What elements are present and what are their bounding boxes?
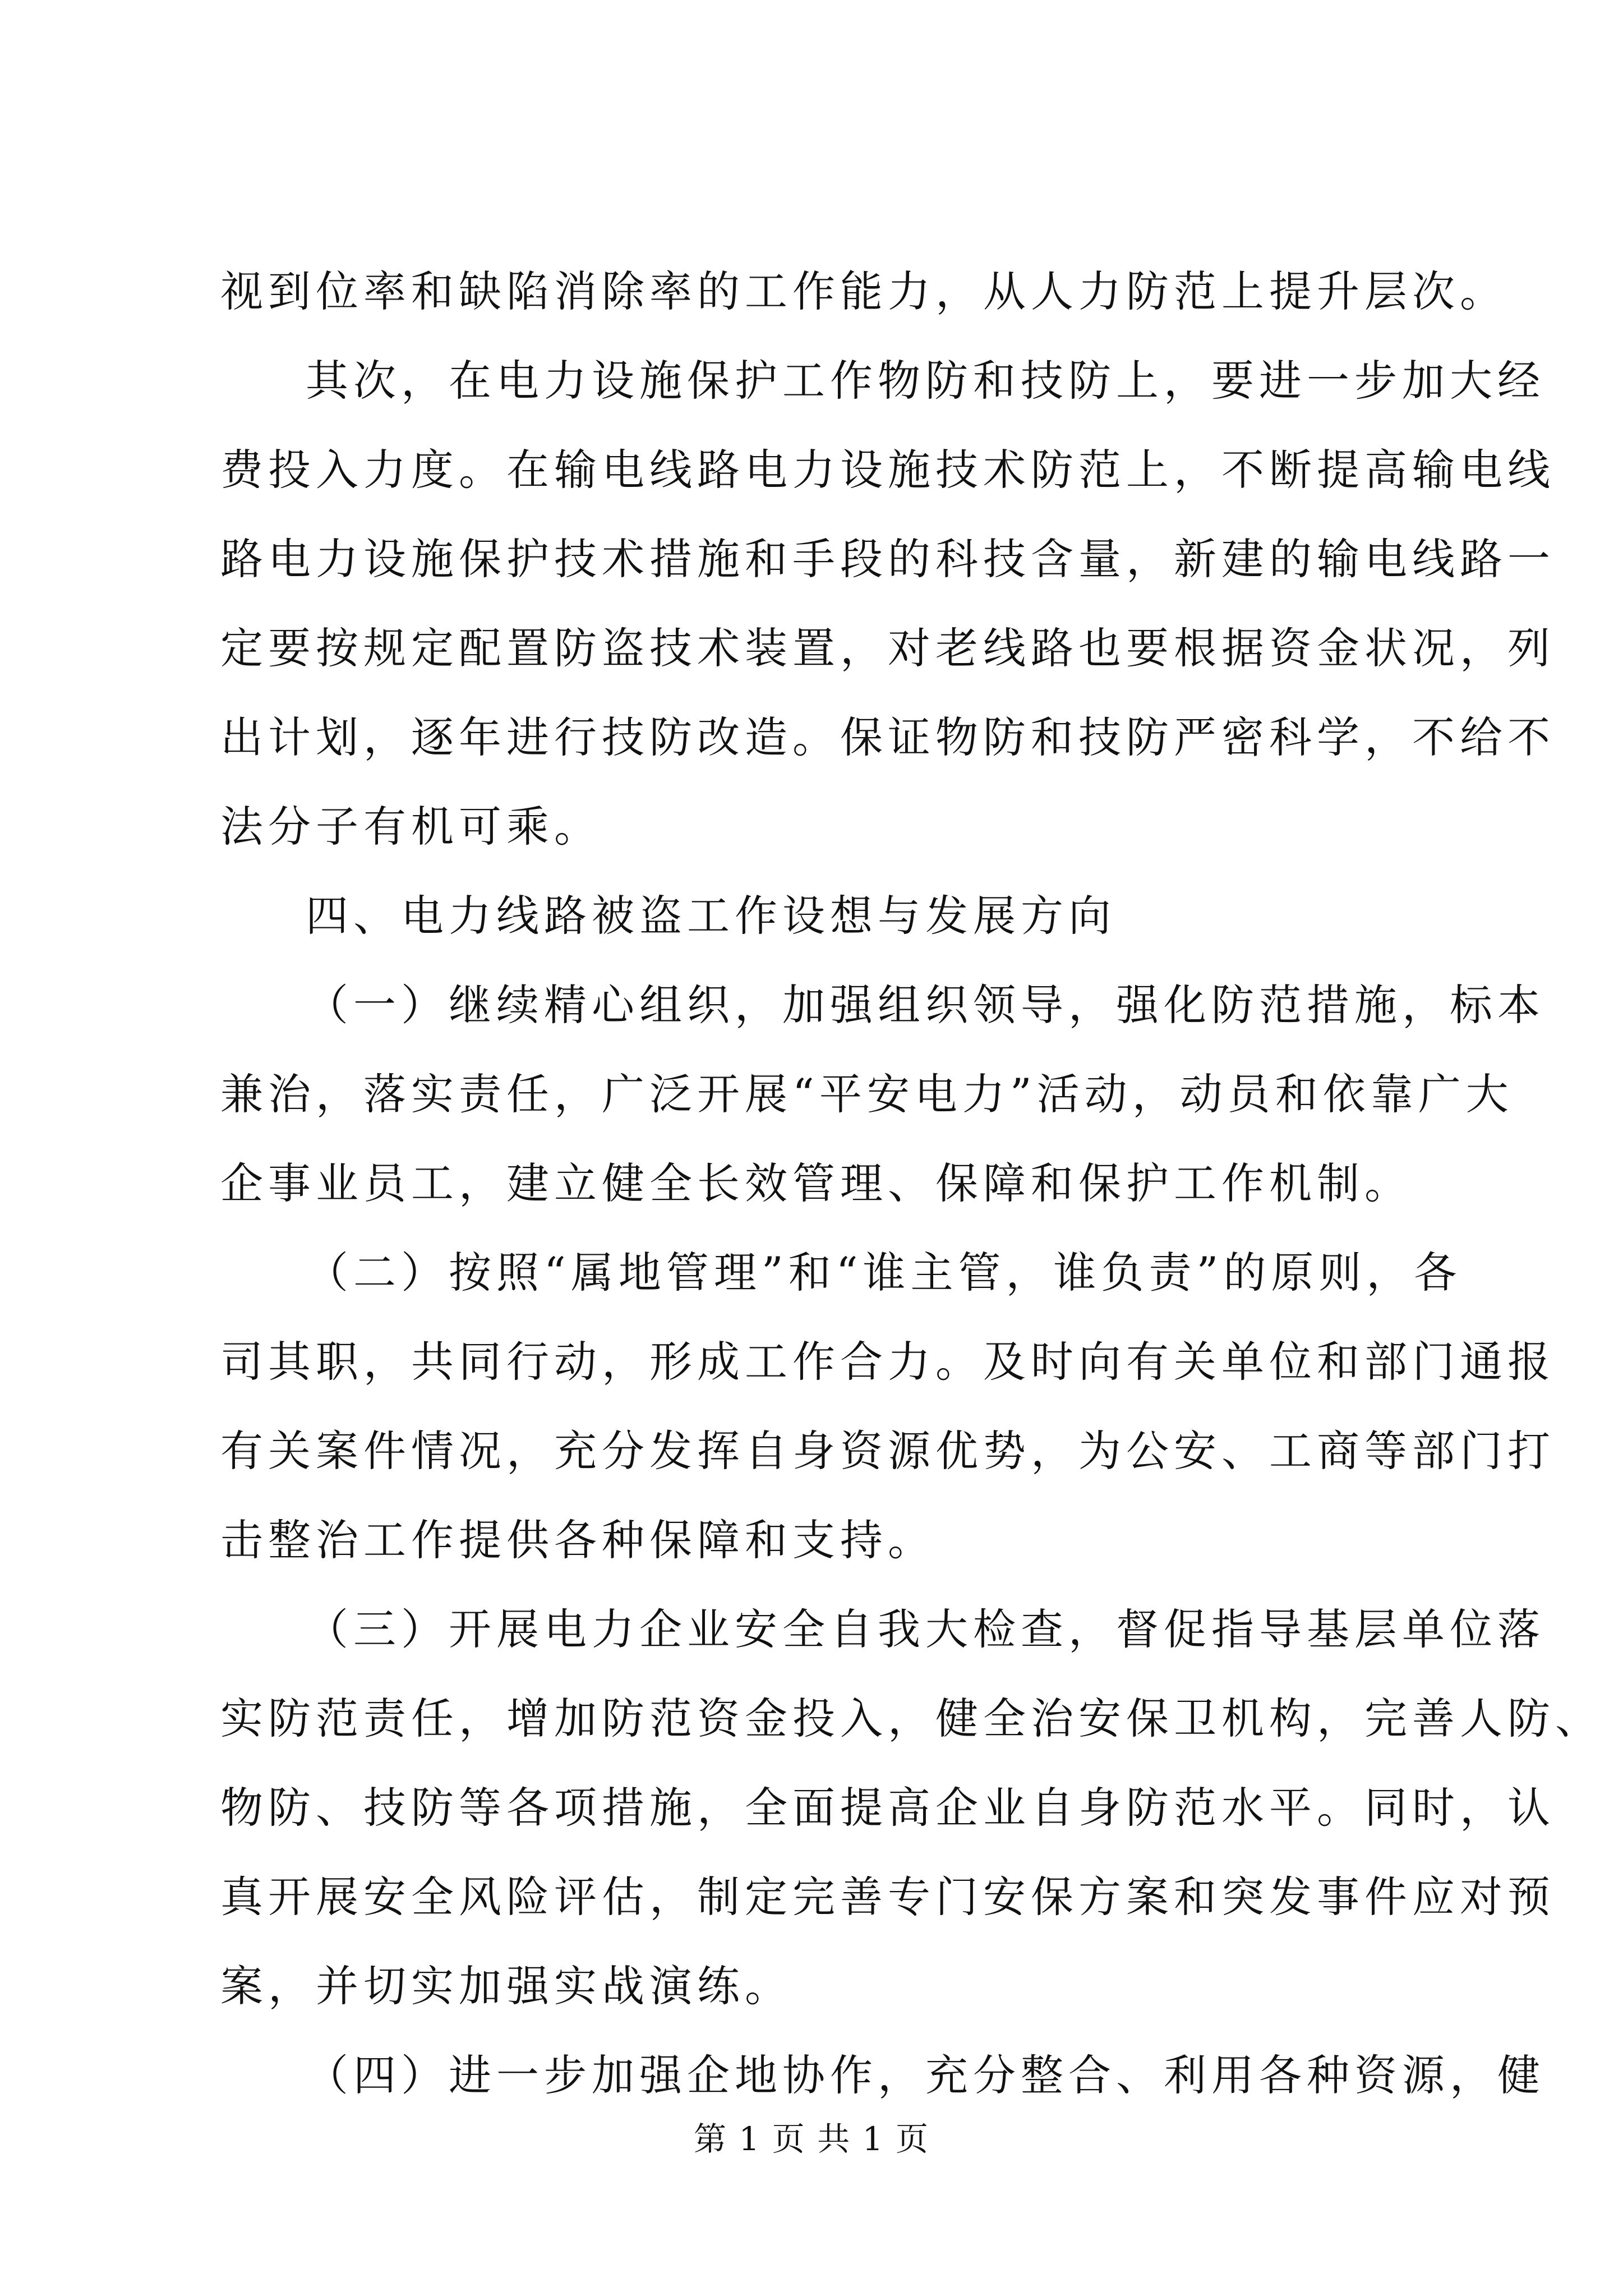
text-line: 其次，在电力设施保护工作物防和技防上，要进一步加大经: [306, 356, 1545, 406]
text-line: 视到位率和缺陷消除率的工作能力，从人力防范上提升层次。: [220, 266, 1507, 316]
text-line: 兼治，落实责任，广泛开展“平安电力”活动，动员和依靠广大: [220, 1069, 1514, 1119]
page-number-label: 第 1 页 共 1 页: [694, 2120, 929, 2158]
document-body: [220, 247, 1603, 2120]
text-line: 路电力设施保护技术措施和手段的科技含量，新建的输电线路一: [220, 534, 1555, 584]
section-heading: 四、电力线路被盗工作设想与发展方向: [306, 891, 1116, 941]
text-line: （一）继续精心组织，加强组织领导，强化防范措施，标本: [306, 980, 1545, 1030]
text-line: 击整治工作提供各种保障和支持。: [220, 1515, 935, 1565]
page-footer: [0, 2119, 1623, 2159]
text-line: 定要按规定配置防盗技术装置，对老线路也要根据资金状况，列: [220, 623, 1555, 673]
text-line: 实防范责任，增加防范资金投入，健全治安保卫机构，完善人防、: [220, 1694, 1603, 1743]
text-line: 出计划，逐年进行技防改造。保证物防和技防严密科学，不给不: [220, 712, 1555, 762]
text-line: 案，并切实加强实战演练。: [220, 1961, 792, 2011]
text-line: （四）进一步加强企地协作，充分整合、利用各种资源，健: [306, 2050, 1545, 2100]
text-line: 物防、技防等各项措施，全面提高企业自身防范水平。同时，认: [220, 1783, 1555, 1833]
text-line: （三）开展电力企业安全自我大检查，督促指导基层单位落: [306, 1604, 1545, 1654]
text-line: 法分子有机可乘。: [220, 802, 602, 852]
text-line: 司其职，共同行动，形成工作合力。及时向有关单位和部门通报: [220, 1337, 1555, 1387]
text-line: （二）按照“属地管理”和“谁主管，谁负责”的原则，各: [306, 1248, 1462, 1297]
text-line: 有关案件情况，充分发挥自身资源优势，为公安、工商等部门打: [220, 1426, 1555, 1476]
text-line: 真开展安全风险评估，制定完善专门安保方案和突发事件应对预: [220, 1872, 1555, 1922]
text-line: 费投入力度。在输电线路电力设施技术防范上，不断提高输电线: [220, 445, 1555, 495]
text-line: 企事业员工，建立健全长效管理、保障和保护工作机制。: [220, 1158, 1412, 1208]
